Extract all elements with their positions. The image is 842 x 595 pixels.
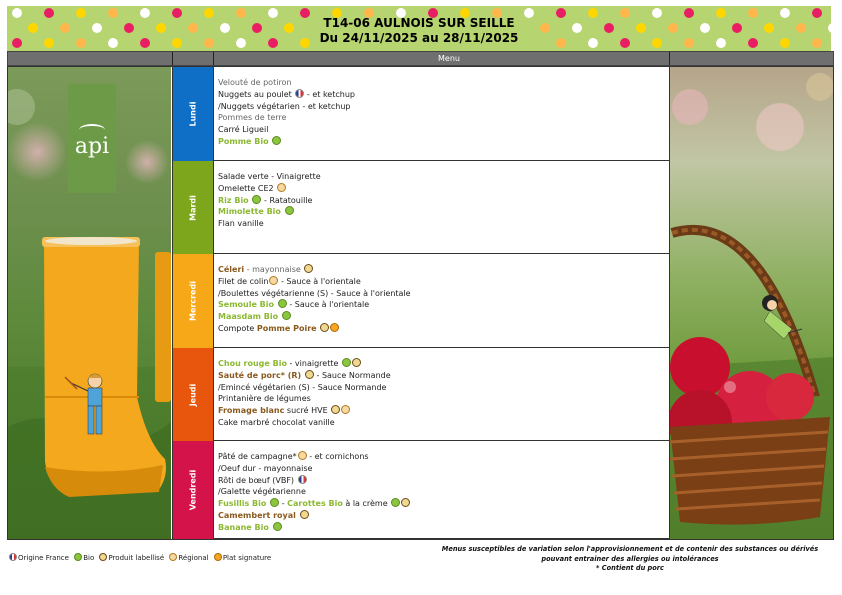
menu-item-text: - et cornichons — [306, 452, 369, 461]
menu-cell-jeudi — [214, 348, 669, 441]
menu-item-text: - Sauce Normande — [313, 370, 391, 380]
bio-icon — [270, 498, 279, 507]
menu-cell-vendredi — [214, 441, 669, 539]
menu-cell-lundi — [214, 67, 669, 161]
bio-icon — [74, 553, 82, 561]
french-flag-icon — [9, 553, 17, 561]
menu-item-text: Pomme Poire — [256, 323, 320, 333]
menu-item — [218, 510, 669, 522]
apple-basket-illustration — [670, 67, 834, 539]
menu-header-bar — [7, 51, 834, 66]
day-name: Jeudi — [188, 383, 198, 406]
menu-item — [218, 405, 669, 417]
menu-item-text: /Galette végétarienne — [218, 487, 306, 497]
menu-item-text: Cake marbré chocolat vanille — [218, 417, 335, 427]
day-label-jeudi — [173, 348, 213, 441]
menu-item — [218, 522, 669, 534]
menu-item — [218, 451, 669, 463]
label-icon — [352, 358, 361, 367]
bio-icon — [273, 522, 282, 531]
legend-bio: Bio — [73, 554, 94, 562]
regional-icon — [298, 451, 307, 460]
day-name: Vendredi — [188, 469, 198, 511]
bio-icon — [342, 358, 351, 367]
menu-item — [218, 77, 669, 89]
menu-item — [218, 218, 669, 230]
label-icon — [304, 264, 313, 273]
bio-icon — [391, 498, 400, 507]
menu-item — [218, 276, 669, 288]
day-name: Mercredi — [188, 281, 198, 321]
menu-item-text: Compote — [218, 323, 257, 333]
menu-item — [218, 89, 669, 101]
day-label-lundi — [173, 67, 213, 161]
menubar-divider — [172, 52, 173, 65]
menu-cell-mardi — [214, 161, 669, 254]
menu-item-text: Flan vanille — [218, 219, 264, 229]
api-logo — [68, 84, 116, 193]
label-icon — [99, 553, 107, 561]
menu-item — [218, 393, 669, 405]
menu-item — [218, 475, 669, 487]
menu-item-text: Maasdam Bio — [218, 312, 281, 322]
signature-icon — [214, 553, 222, 561]
menu-item-text: Pâté de campagne* — [218, 452, 297, 461]
menu-item — [218, 358, 669, 370]
menu-item-text: - Sauce à l'orientale — [278, 276, 361, 286]
label-icon — [320, 323, 329, 332]
day-name: Mardi — [188, 194, 198, 221]
menu-item — [218, 417, 669, 429]
menu-item-text: Céleri — [218, 265, 245, 274]
menu-item — [218, 206, 669, 218]
menu-item-text: Riz Bio — [218, 195, 252, 205]
menu-item — [218, 124, 669, 136]
menu-cell-mercredi — [214, 254, 669, 348]
leaf-icon — [79, 124, 105, 136]
grid-line — [669, 66, 670, 540]
menu-item-text: à la crème — [342, 499, 391, 509]
grid-line — [172, 66, 173, 540]
label-icon — [300, 510, 309, 519]
menu-item-text: Pommes de terre — [218, 113, 287, 123]
menu-item-text: Mimolette Bio — [218, 207, 284, 217]
menu-item-text: Salade verte - Vinaigrette — [218, 172, 321, 181]
menu-item-text: Carottes Bio — [287, 499, 343, 509]
menu-item-text: sucré HVE — [284, 406, 331, 416]
menu-item-text: Omelette CE2 — [218, 183, 277, 193]
menu-item — [218, 288, 669, 300]
day-label-mercredi — [173, 254, 213, 348]
menu-item-text: /Boulettes végétarienne (S) - Sauce à l'orientale — [218, 288, 411, 298]
menu-item — [218, 463, 669, 475]
legend-origin: Origine France — [8, 554, 69, 562]
menu-item-text: - Sauce à l'orientale — [286, 300, 370, 310]
boots-photo — [7, 67, 171, 539]
bio-icon — [282, 311, 291, 320]
menu-item-text: /Oeuf dur - mayonnaise — [218, 463, 313, 473]
menu-item-text: Semoule Bio — [218, 300, 277, 310]
menu-item — [218, 264, 669, 276]
bio-icon — [278, 299, 287, 308]
disclaimer-line: * Contient du porc — [596, 564, 664, 572]
menu-item-text: Pomme Bio — [218, 136, 272, 146]
menu-item-text: Camembert royal — [218, 510, 299, 520]
menu-item — [218, 101, 669, 113]
menu-item — [218, 299, 669, 311]
regional-icon — [169, 553, 177, 561]
menu-item — [218, 311, 669, 323]
day-label-mardi — [173, 161, 213, 254]
menu-item — [218, 171, 669, 183]
menu-item-text: Printanière de légumes — [218, 394, 311, 404]
menu-item — [218, 498, 669, 510]
label-icon — [331, 405, 340, 414]
site-title: T14-06 AULNOIS SUR SEILLE — [323, 16, 515, 30]
regional-icon — [341, 405, 350, 414]
menu-item-text: Chou rouge Bio — [218, 359, 287, 368]
menu-item-text: Rôti de bœuf (VBF) — [218, 475, 297, 485]
signature-icon — [330, 323, 339, 332]
disclaimer — [430, 545, 830, 574]
menu-item-text: - vinaigrette — [286, 359, 341, 368]
page-title — [7, 16, 831, 46]
bio-icon — [285, 206, 294, 215]
label-icon — [401, 498, 410, 507]
legend-signature: Plat signature — [213, 554, 271, 562]
day-name: Lundi — [188, 101, 198, 127]
menu-item-text: - et ketchup — [304, 89, 355, 99]
menu-item-text: Velouté de potiron — [218, 78, 292, 87]
legend-labellise: Produit labellisé — [98, 554, 164, 562]
menu-item-text: Carré Ligueil — [218, 125, 269, 135]
menu-column-label: Menu — [438, 54, 460, 63]
menu-item-text: /Nuggets végétarien - et ketchup — [218, 101, 351, 111]
menu-item — [218, 323, 669, 335]
api-logo-text: api — [74, 134, 110, 159]
menu-item-text: - — [279, 499, 288, 509]
date-range: Du 24/11/2025 au 28/11/2025 — [319, 31, 519, 45]
apple-basket-photo — [670, 67, 834, 539]
legend-regional: Régional — [168, 554, 208, 562]
menu-item-text: Filet de colin — [218, 276, 269, 286]
menu-item-text: - mayonnaise — [244, 265, 304, 274]
regional-icon — [277, 183, 286, 192]
menu-item-text: /Emincé végétarien (S) - Sauce Normande — [218, 382, 387, 392]
disclaimer-line: pouvant entrainer des allergies ou intolérances — [541, 554, 719, 563]
menu-item-text: Nuggets au poulet — [218, 89, 295, 99]
menu-item — [218, 112, 669, 124]
label-icon — [305, 370, 314, 379]
day-label-vendredi — [173, 441, 213, 539]
menu-item-text: Banane Bio — [218, 522, 272, 532]
disclaimer-line: Menus susceptibles de variation selon l'approvisionnement et de contenir des substances ou dérivés — [441, 545, 819, 553]
menu-item-text: - Ratatouille — [261, 195, 313, 205]
legend — [8, 553, 273, 562]
menu-item — [218, 136, 669, 148]
bio-icon — [272, 136, 281, 145]
french-flag-icon — [298, 475, 307, 484]
menu-item — [218, 382, 669, 394]
menu-item-text: Fusillis Bio — [218, 499, 270, 509]
grid-line — [213, 66, 214, 540]
menu-item — [218, 370, 669, 382]
menu-item — [218, 195, 669, 207]
menu-item — [218, 183, 669, 195]
menu-item — [218, 486, 669, 498]
menu-item-text: Sauté de porc* (R) — [218, 370, 304, 380]
menubar-divider — [213, 52, 214, 65]
header-banner — [7, 6, 831, 51]
menu-item-text: Fromage blanc — [218, 406, 285, 416]
